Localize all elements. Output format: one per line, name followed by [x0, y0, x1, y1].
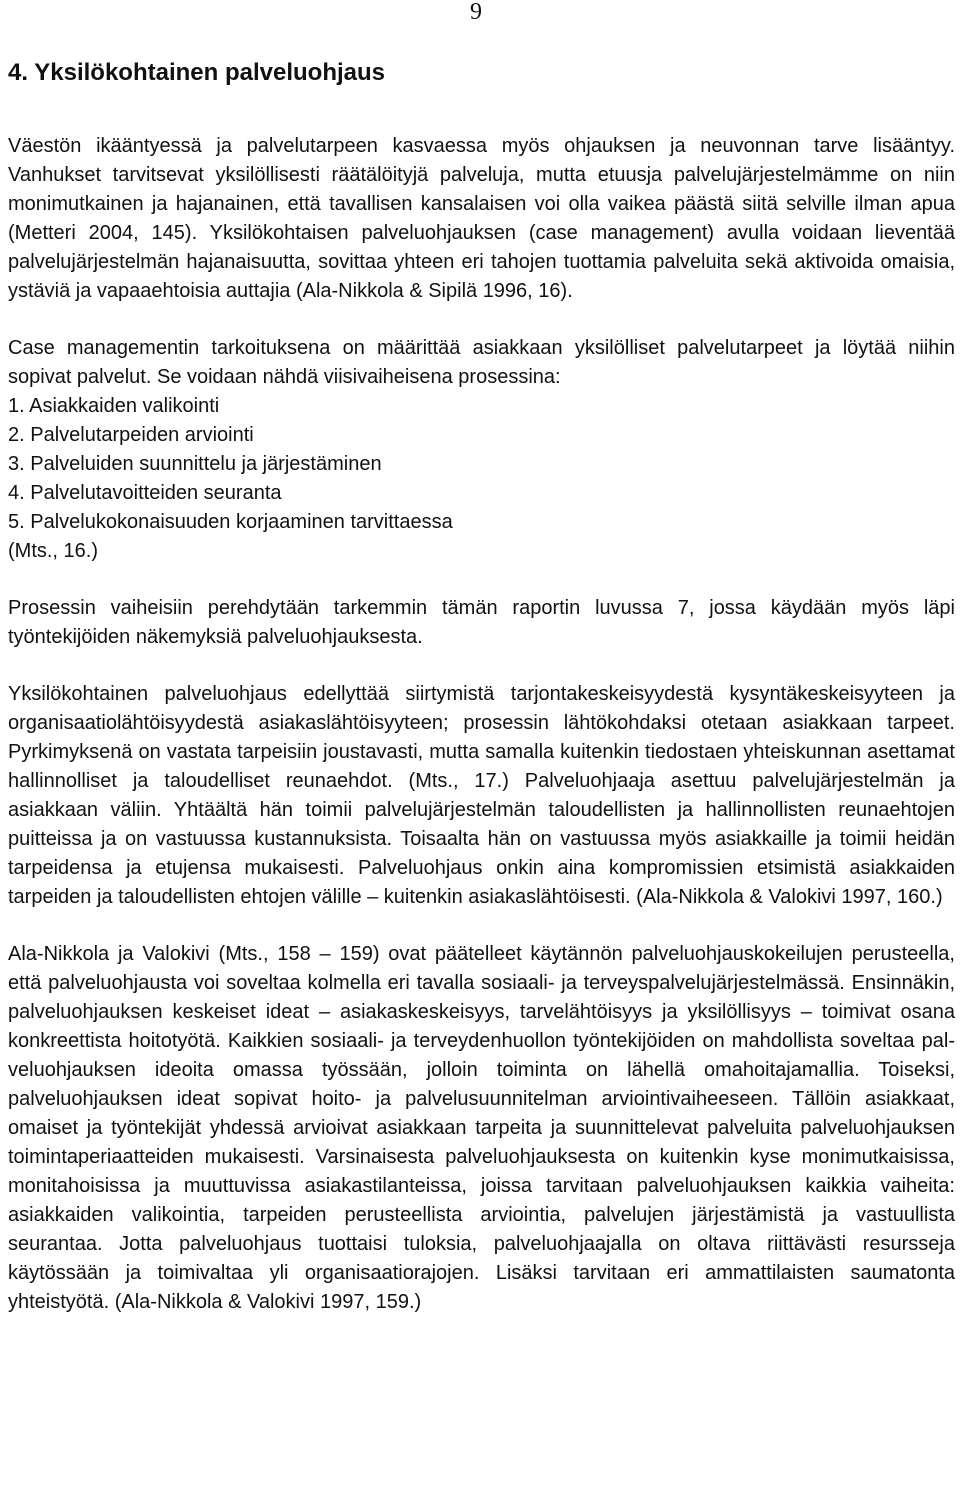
paragraph-applications: Ala-Nikkola ja Valokivi (Mts., 158 – 159) ovat päätelleet käytännön palveluohjauskokeilujen perusteella, että palveluohjausta voi soveltaa kolmella eri tavalla sosiaali- ja terveyspalvelujärjestelmässä. Ensinnäkin, palveluohjauksen keskeiset ideat – asiakaskeskeisyys, tarvelähtöisyys ja yksilöllisyys – toimivat osana konkreettista hoitotyötä. Kaikkien sosiaali- ja terveydenhuollon työntekijöiden on mahdollista soveltaa palveluohjauksen ideoita omassa työssään, jolloin toiminta on lähellä omahoitajamallia. Toiseksi, palveluohjauksen ideat sopivat hoito- ja palvelusuunnitelman arviointivaiheeseen. Tällöin asiakkaat, omaiset ja työntekijät yhdessä arvioivat asiakkaan tarpeita ja suunnittelevat palveluita palveluohjauksen toimintaperiaatteiden mukaisesti. Varsinaisesta palveluohjauksesta on kuitenkin kyse monimutkaisissa, monitahoisissa ja muuttuvissa asiakastilanteissa, joissa tarvitaan palveluohjauksen kaikkia vaiheita: asiakkaiden valikointia, tarpeiden perusteellista arviointia, palvelujen järjestämistä ja vastuullista seurantaa. Jotta palveluohjaus tuottaisi tuloksia, palveluohjaajalla on oltava riittävästi resursseja käytössään ja toimivaltaa yli organisaatiorajojen. Lisäksi tarvitaan eri ammattilaisten saumatonta yhteistyötä. (Ala-Nikkola & Valokivi 1997, 159.): [8, 943, 955, 1313]
document-body: [8, 58, 955, 1345]
paragraph-intro: Väestön ikääntyessä ja palvelutarpeen kasvaessa myös ohjauksen ja neuvonnan tarve lisääntyy. Vanhukset tarvitsevat yksilöllisesti räätälöityjä palveluja, mutta etuusja palvelujärjestelmämme on niin monimutkainen ja hajanainen, että tavallisen kansalaisen voi olla vaikea päästä siitä selville ilman apua (Metteri 2004, 145). Yksilökohtaisen palveluohjauksen (case management) avulla voidaan lieventää palvelujärjestelmän hajanaisuutta, sovittaa yhteen eri tahojen tuottamia palveluita sekä aktivoida omaisia, ystäviä ja vapaaehtoisia auttajia (Ala-Nikkola & Sipilä 1996, 16).: [8, 135, 955, 302]
case-management-citation: (Mts., 16.): [8, 540, 99, 562]
case-management-block: [8, 334, 955, 566]
paragraph-requirements: Yksilökohtainen palveluohjaus edellyttää siirtymistä tarjontakeskeisyydestä kysyntäkeskeisyyteen ja organisaatiolähtöisyydestä asiakaslähtöisyyteen; prosessin lähtökohdaksi otetaan asiakkaan tarpeet. Pyrkimyksenä on vastata tarpeisiin joustavasti, mutta samalla kuitenkin tiedostaen yhteiskunnan asettamat hallinnolliset ja taloudelliset reunaehdot. (Mts., 17.) Palveluohjaaja asettuu palvelujärjestelmän ja asiakkaan väliin. Yhtäältä hän toimii palvelujärjestelmän taloudellisten ja hallinnollisten reunaehtojen puitteissa ja on vastuussa kustannuksista. Toisaalta hän on vastuussa myös asiakkaille ja toimii heidän tarpeidensa ja etujensa mukaisesti. Palveluohjaus onkin aina kompromissien etsimistä asiakkaiden tarpeiden ja taloudellisten ehtojen välille – kuitenkin asiakaslähtöisesti. (Ala-Nikkola & Valokivi 1997, 160.): [8, 683, 955, 908]
list-item: 1. Asiakkaiden valikointi: [8, 395, 220, 417]
process-steps-list: [8, 392, 955, 537]
page-number: 9: [470, 0, 482, 25]
chapter-heading: 4. Yksilökohtainen palveluohjaus: [8, 59, 386, 86]
list-item: 4. Palvelutavoitteiden seuranta: [8, 482, 282, 504]
list-item: 3. Palveluiden suunnittelu ja järjestäminen: [8, 453, 382, 475]
list-item: 2. Palvelutarpeiden arviointi: [8, 424, 254, 446]
list-item: 5. Palvelukokonaisuuden korjaaminen tarvittaessa: [8, 511, 453, 533]
case-management-intro: Case managementin tarkoituksena on määrittää asiakkaan yksilölliset palvelutarpeet ja löytää niihin sopivat palvelut. Se voidaan nähdä viisivaiheisena prosessina:: [8, 337, 955, 388]
paragraph-process: Prosessin vaiheisiin perehdytään tarkemmin tämän raportin luvussa 7, jossa käydään myös läpi työntekijöiden näkemyksiä palveluohjauksesta.: [8, 597, 955, 648]
